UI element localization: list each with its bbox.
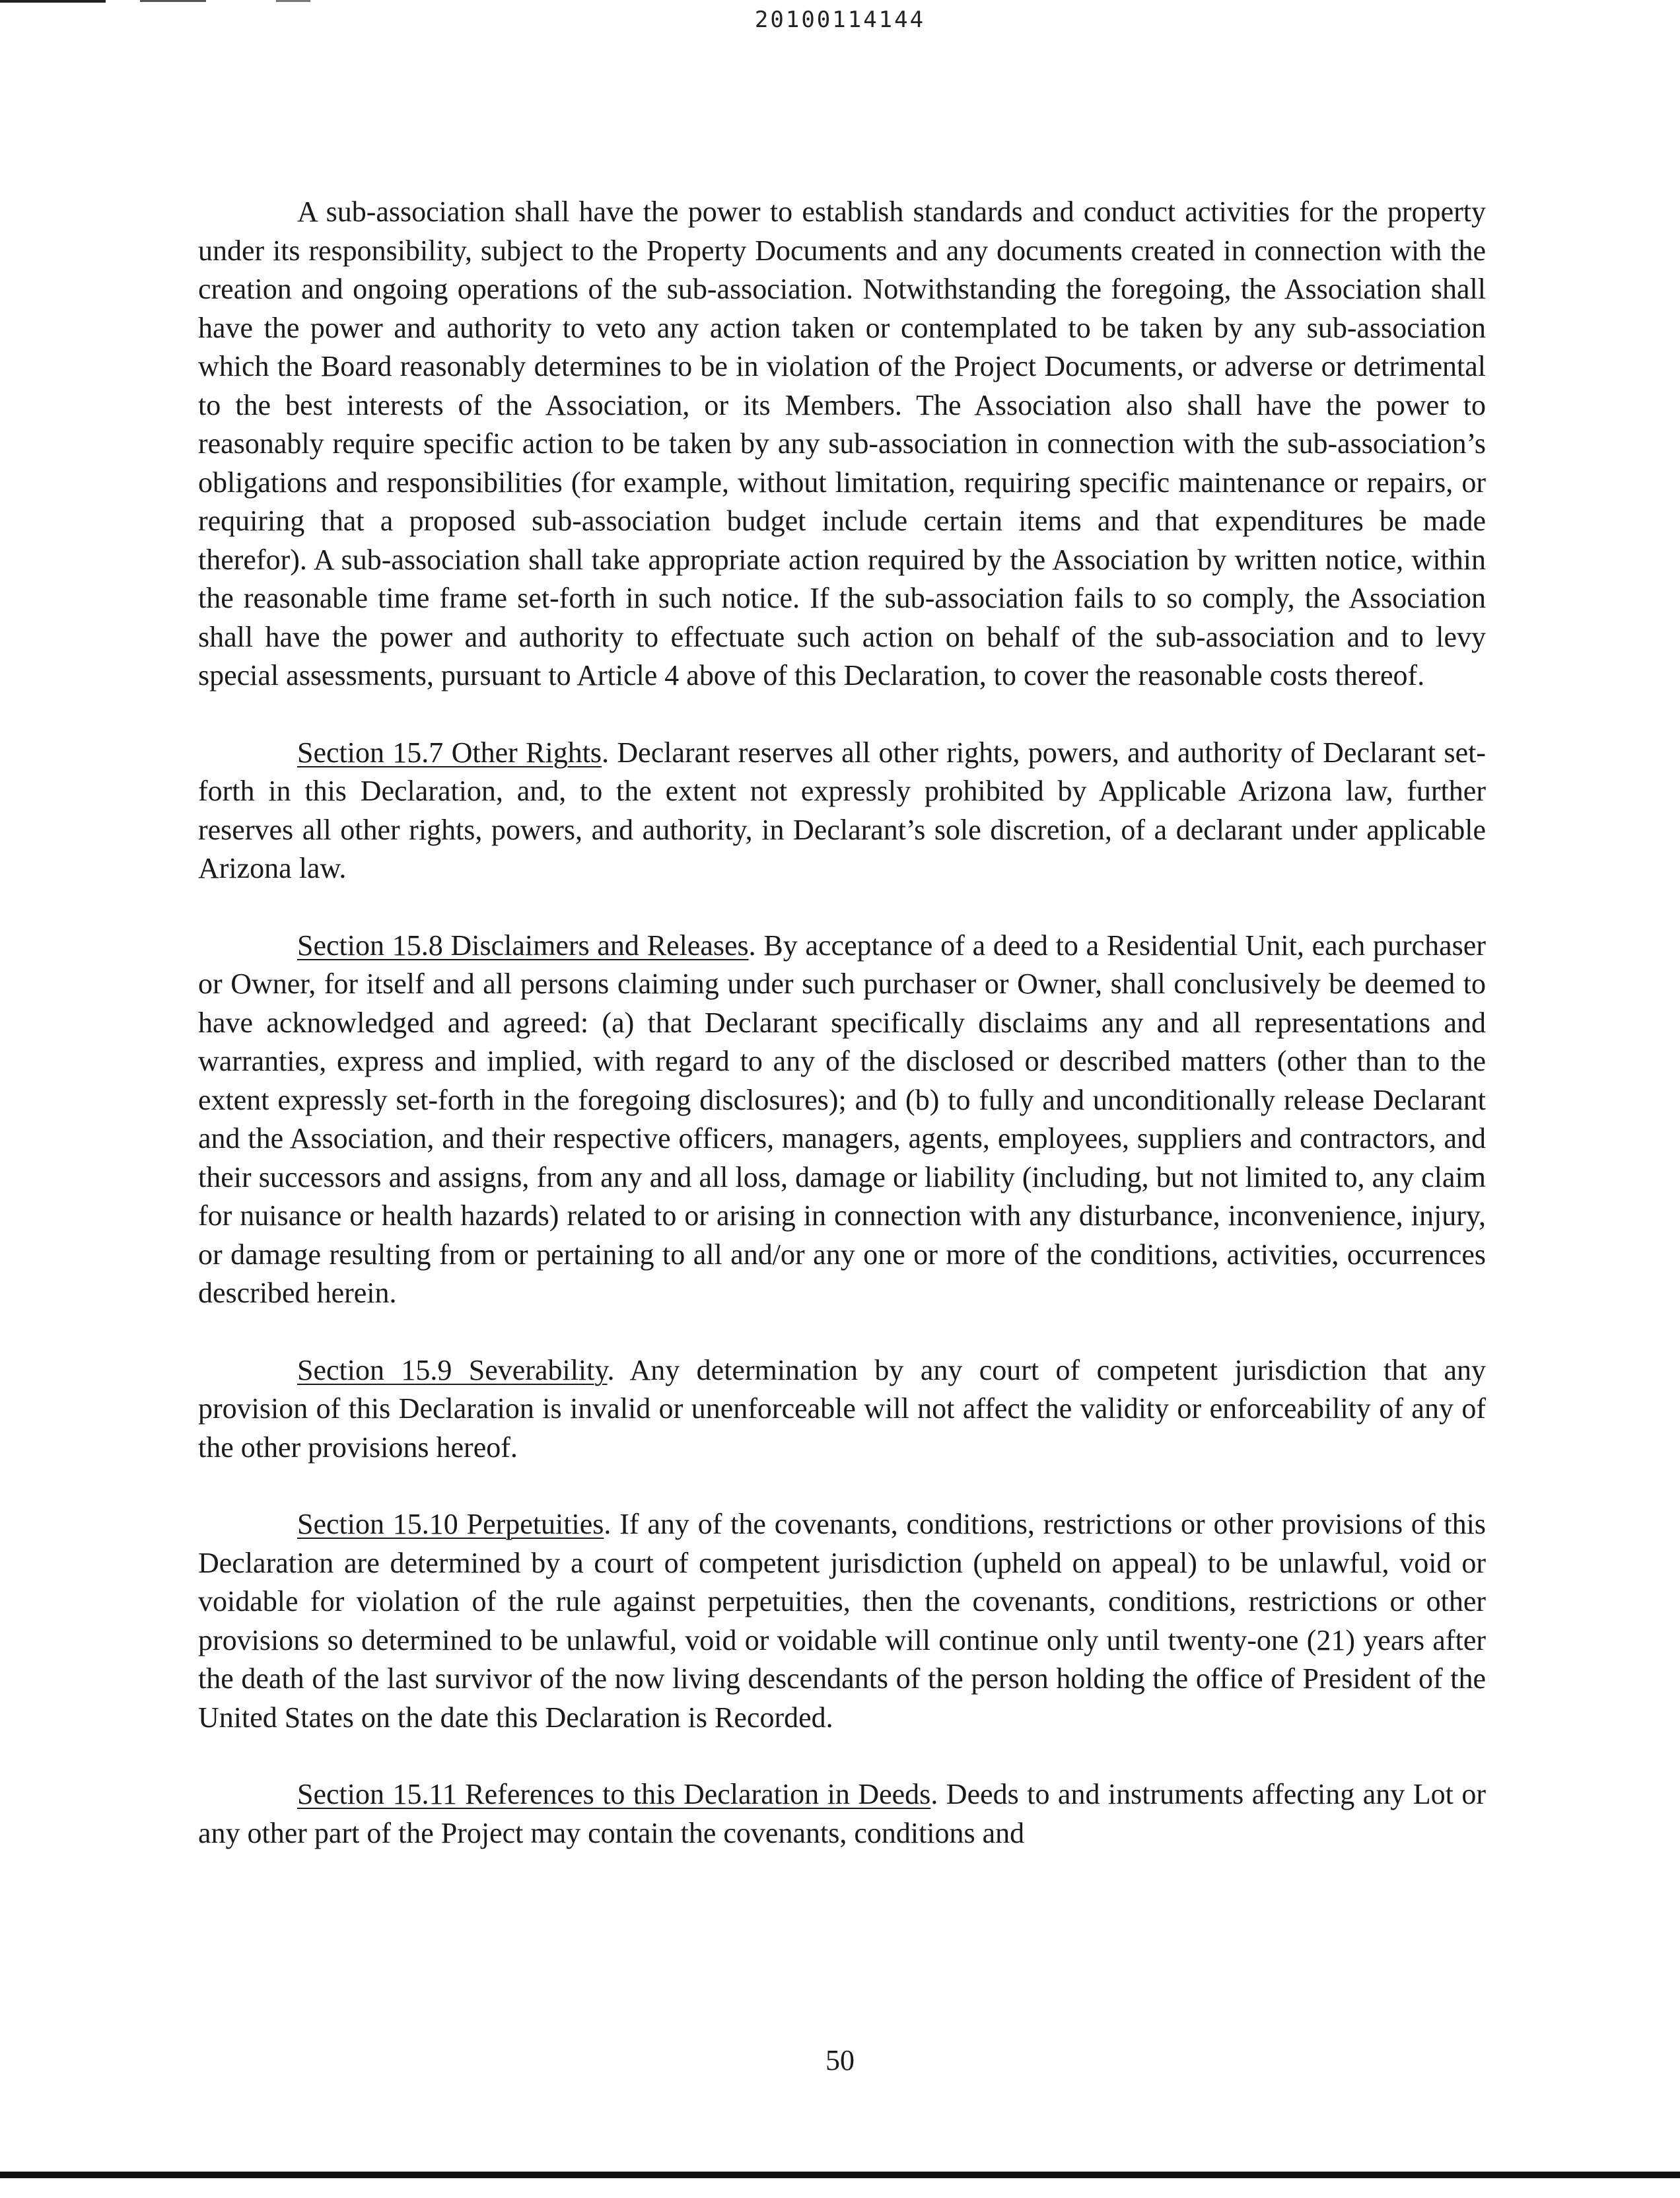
section-15-7-heading: Section 15.7 Other Rights: [297, 736, 602, 769]
section-15-9-text: . Any determination by any court of competent jurisdiction that any provision of this Declaration is invalid or unenforceable will not affect the validity or enforceability of any of the other provisions hereof.: [198, 1353, 1486, 1464]
section-15-10-text: . If any of the covenants, conditions, restrictions or other provisions of this Declaration are determined by a court of competent jurisdiction (upheld on appeal) to be unlawful, void or voidable for violation of the rule against perpetuities, then the covenants, conditions, restrictions or other provisions so determined to be unlawful, void or voidable will continue only until twenty-one (21) years after the death of the last survivor of the now living descendants of the person holding the office of President of the United States on the date this Declaration is Recorded.: [198, 1508, 1486, 1734]
section-15-10-paragraph: [198, 1505, 1486, 1737]
section-15-8-paragraph: [198, 927, 1486, 1313]
section-15-9-heading: Section 15.9 Severability: [297, 1353, 608, 1386]
document-body: [198, 193, 1486, 1853]
top-edge-rule: [0, 0, 106, 3]
paragraph-sub-association: A sub-association shall have the power to establish standards and conduct activities for the property under its responsibility, subject to the Property Documents and any documents created in connection with the creation and ongoing operations of the sub-association. Notwithstanding the foregoing, the Association shall have the power and authority to veto any action taken or contemplated to be taken by any sub-association which the Board reasonably determines to be in violation of the Project Documents, or adverse or detrimental to the best interests of the Association, or its Members. The Association also shall have the power to reasonably require specific action to be taken by any sub-association in connection with the sub-association’s obligations and responsibilities (for example, without limitation, requiring specific maintenance or repairs, or requiring that a proposed sub-association budget include certain items and that expenditures be made therefor). A sub-association shall take appropriate action required by the Association by written notice, within the reasonable time frame set-forth in such notice. If the sub-association fails to so comply, the Association shall have the power and authority to effectuate such action on behalf of the sub-association and to levy special assessments, pursuant to Article 4 above of this Declaration, to cover the reasonable costs thereof.: [198, 195, 1486, 691]
section-15-8-text: . By acceptance of a deed to a Residential Unit, each purchaser or Owner, for itself and all persons claiming under such purchaser or Owner, shall conclusively be deemed to have acknowledged and agreed: (a) that Declarant specifically disclaims any and all representations and warranties, express and implied, with regard to any of the disclosed or described matters (other than to the extent expressly set-forth in the foregoing disclosures); and (b) to fully and unconditionally release Declarant and the Association, and their respective officers, managers, agents, employees, suppliers and contractors, and their successors and assigns, from any and all loss, damage or liability (including, but not limited to, any claim for nuisance or health hazards) related to or arising in connection with any disturbance, inconvenience, injury, or damage resulting from or pertaining to all and/or any one or more of the conditions, activities, occurrences described herein.: [198, 929, 1486, 1309]
document-number: 20100114144: [754, 7, 926, 33]
section-15-11-text: . Deeds to and instruments affecting any Lot or any other part of the Project may contain the covenants, conditions and: [198, 1778, 1486, 1849]
page-number: 50: [825, 2044, 855, 2076]
section-15-11-heading: Section 15.11 References to this Declaration in Deeds: [297, 1778, 931, 1810]
top-edge-rule: [140, 0, 206, 2]
top-edge-rule: [276, 0, 310, 2]
section-15-8-heading: Section 15.8 Disclaimers and Releases: [297, 929, 749, 962]
section-15-7-text: . Declarant reserves all other rights, powers, and authority of Declarant set-forth in this Declaration, and, to the extent not expressly prohibited by Applicable Arizona law, further reserves all other rights, powers, and authority, in Declarant’s sole discretion, of a declarant under applicable Arizona law.: [198, 736, 1486, 884]
section-15-7-paragraph: [198, 734, 1486, 888]
section-15-11-paragraph: [198, 1775, 1486, 1853]
section-15-9-paragraph: [198, 1351, 1486, 1468]
section-15-10-heading: Section 15.10 Perpetuities: [297, 1508, 604, 1540]
bottom-edge-rule: [0, 2172, 1680, 2178]
